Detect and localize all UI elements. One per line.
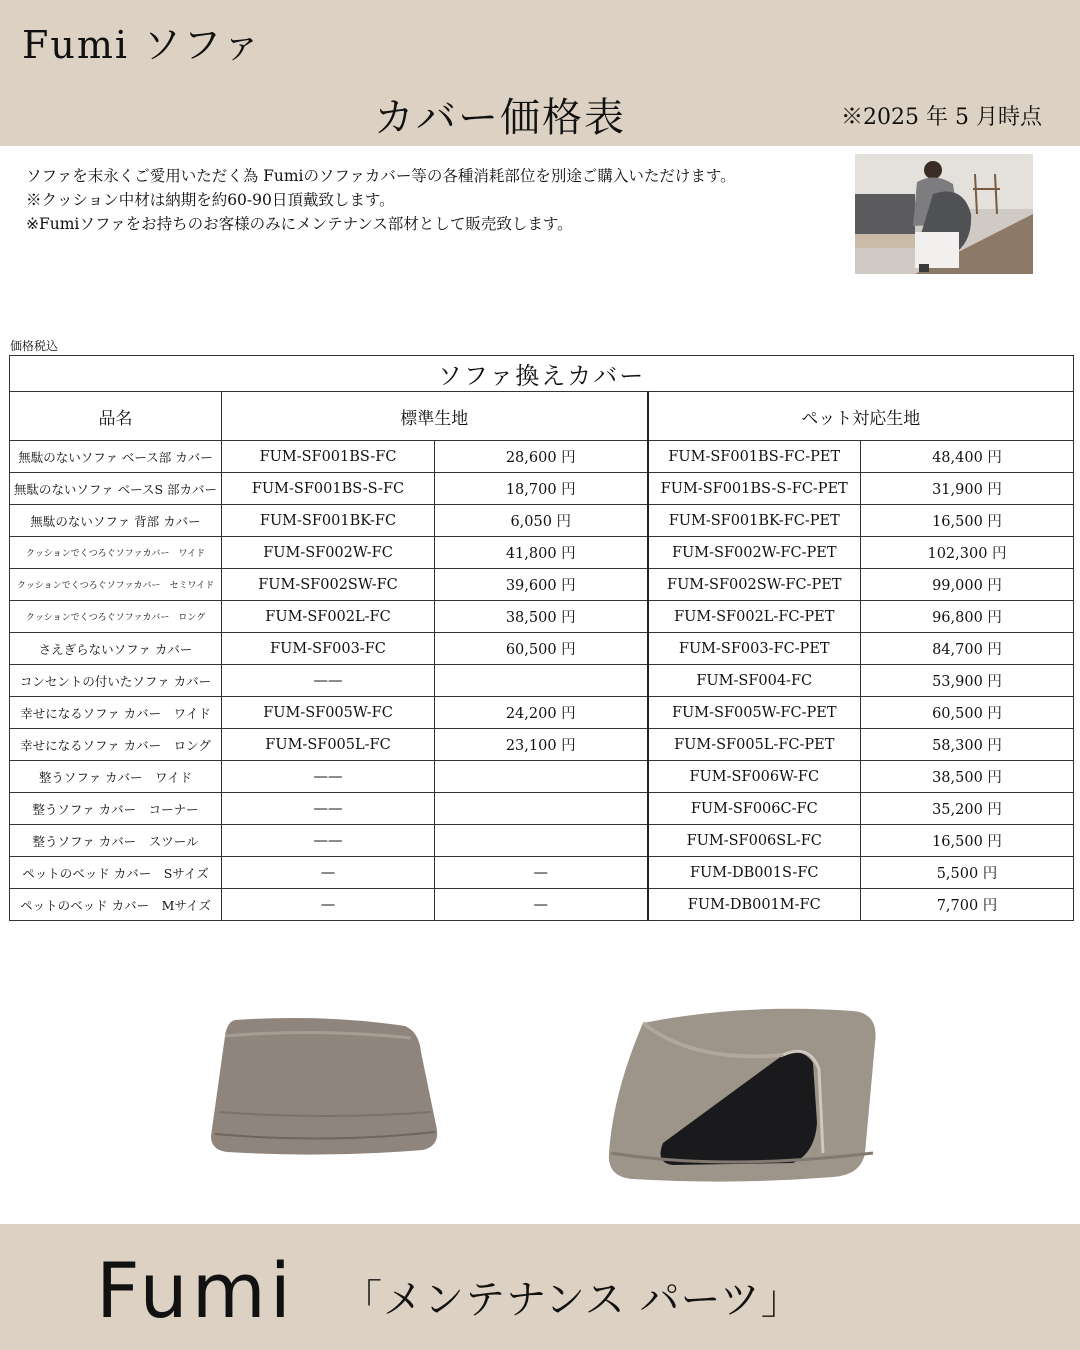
standard-code: —— (222, 761, 435, 793)
table-row (10, 441, 1074, 473)
pet-code: FUM-SF005W-FC-PET (648, 697, 861, 729)
pet-code: FUM-SF002L-FC-PET (648, 601, 861, 633)
table-header-row (10, 392, 1074, 441)
pet-code: FUM-SF001BS-S-FC-PET (648, 473, 861, 505)
product-name: ペットのベッド カバー Mサイズ (10, 889, 222, 921)
pet-code: FUM-SF006W-FC (648, 761, 861, 793)
sofa-cushion-photo (855, 154, 1033, 274)
pet-code: FUM-SF006SL-FC (648, 825, 861, 857)
footer-tagline: 「メンテナンス パーツ」 (342, 1277, 802, 1323)
pet-price: 38,500 円 (861, 761, 1074, 793)
pet-price: 53,900 円 (861, 665, 1074, 697)
standard-price: 41,800 円 (435, 537, 648, 569)
product-name: 整うソファ カバー スツール (10, 825, 222, 857)
table-row (10, 633, 1074, 665)
product-name: 無駄のないソファ ベースS 部カバー (10, 473, 222, 505)
pet-code: FUM-SF003-FC-PET (648, 633, 861, 665)
standard-price (435, 761, 648, 793)
standard-code: — (222, 857, 435, 889)
standard-code: FUM-SF001BS-S-FC (222, 473, 435, 505)
pet-code: FUM-SF001BS-FC-PET (648, 441, 861, 473)
table-row (10, 473, 1074, 505)
pet-price: 99,000 円 (861, 569, 1074, 601)
standard-price: 24,200 円 (435, 697, 648, 729)
pet-price: 48,400 円 (861, 441, 1074, 473)
product-name: 整うソファ カバー コーナー (10, 793, 222, 825)
table-row (10, 889, 1074, 921)
table-row (10, 729, 1074, 761)
table-row (10, 761, 1074, 793)
pet-price: 16,500 円 (861, 505, 1074, 537)
pet-code: FUM-SF002W-FC-PET (648, 537, 861, 569)
standard-code: FUM-SF002L-FC (222, 601, 435, 633)
standard-code: FUM-SF002W-FC (222, 537, 435, 569)
header-pet-fabric: ペット対応生地 (648, 392, 1074, 441)
table-row (10, 793, 1074, 825)
pet-code: FUM-SF005L-FC-PET (648, 729, 861, 761)
price-table (9, 355, 1074, 921)
standard-code: FUM-SF005W-FC (222, 697, 435, 729)
folded-cover-photo (205, 1012, 440, 1157)
open-cover-photo (603, 1003, 886, 1185)
standard-price: — (435, 857, 648, 889)
standard-code: —— (222, 793, 435, 825)
standard-code: — (222, 889, 435, 921)
pet-price: 16,500 円 (861, 825, 1074, 857)
as-of-date: ※2025 年 5 月時点 (841, 105, 1042, 130)
pet-code: FUM-SF004-FC (648, 665, 861, 697)
intro-text (26, 164, 736, 236)
product-name: さえぎらないソファ カバー (10, 633, 222, 665)
table-row (10, 825, 1074, 857)
product-name: クッションでくつろぐソファカバー ワイド (10, 537, 222, 569)
footer-logo: Fumi (96, 1246, 295, 1335)
table-row (10, 505, 1074, 537)
pet-price: 5,500 円 (861, 857, 1074, 889)
table-row (10, 857, 1074, 889)
standard-price: 28,600 円 (435, 441, 648, 473)
intro-line: ※クッション中材は納期を約60-90日頂戴致します。 (26, 191, 395, 209)
standard-code: —— (222, 665, 435, 697)
table-row (10, 537, 1074, 569)
standard-price: 60,500 円 (435, 633, 648, 665)
product-name: 整うソファ カバー ワイド (10, 761, 222, 793)
intro-line: ソファを末永くご愛用いただく為 Fumiのソファカバー等の各種消耗部位を別途ご購入いただけます。 (26, 167, 736, 185)
product-name: 幸せになるソファ カバー ワイド (10, 697, 222, 729)
table-row (10, 697, 1074, 729)
standard-code: —— (222, 825, 435, 857)
pet-price: 35,200 円 (861, 793, 1074, 825)
standard-price: 23,100 円 (435, 729, 648, 761)
pet-code: FUM-DB001M-FC (648, 889, 861, 921)
pet-code: FUM-SF002SW-FC-PET (648, 569, 861, 601)
product-name: コンセントの付いたソファ カバー (10, 665, 222, 697)
standard-code: FUM-SF002SW-FC (222, 569, 435, 601)
standard-price (435, 665, 648, 697)
page-title: カバー価格表 (374, 95, 626, 141)
standard-price: — (435, 889, 648, 921)
footer-band (0, 1224, 1080, 1350)
standard-price: 38,500 円 (435, 601, 648, 633)
table-caption: ソファ換えカバー (10, 356, 1074, 392)
standard-code: FUM-SF001BS-FC (222, 441, 435, 473)
product-name: クッションでくつろぐソファカバー ロング (10, 601, 222, 633)
table-row (10, 665, 1074, 697)
pet-code: FUM-DB001S-FC (648, 857, 861, 889)
table-caption-row (10, 356, 1074, 392)
intro-line: ※Fumiソファをお持ちのお客様のみにメンテナンス部材として販売致します。 (26, 215, 573, 233)
standard-code: FUM-SF005L-FC (222, 729, 435, 761)
pet-price: 31,900 円 (861, 473, 1074, 505)
tax-included-note: 価格税込 (10, 339, 59, 353)
product-name: 無駄のないソファ ベース部 カバー (10, 441, 222, 473)
product-name: 無駄のないソファ 背部 カバー (10, 505, 222, 537)
standard-price (435, 793, 648, 825)
header-product-name: 品名 (10, 392, 222, 441)
product-name: ペットのベッド カバー Sサイズ (10, 857, 222, 889)
standard-price: 6,050 円 (435, 505, 648, 537)
product-name: 幸せになるソファ カバー ロング (10, 729, 222, 761)
pet-price: 102,300 円 (861, 537, 1074, 569)
standard-price: 39,600 円 (435, 569, 648, 601)
pet-code: FUM-SF006C-FC (648, 793, 861, 825)
standard-price: 18,700 円 (435, 473, 648, 505)
pet-price: 60,500 円 (861, 697, 1074, 729)
table-row (10, 601, 1074, 633)
pet-price: 96,800 円 (861, 601, 1074, 633)
product-name: クッションでくつろぐソファカバー セミワイド (10, 569, 222, 601)
standard-code: FUM-SF001BK-FC (222, 505, 435, 537)
header-band (0, 0, 1080, 146)
brand-title: Fumi ソファ (22, 23, 263, 67)
pet-price: 58,300 円 (861, 729, 1074, 761)
pet-code: FUM-SF001BK-FC-PET (648, 505, 861, 537)
standard-price (435, 825, 648, 857)
standard-code: FUM-SF003-FC (222, 633, 435, 665)
pet-price: 7,700 円 (861, 889, 1074, 921)
pet-price: 84,700 円 (861, 633, 1074, 665)
table-row (10, 569, 1074, 601)
header-standard-fabric: 標準生地 (222, 392, 648, 441)
